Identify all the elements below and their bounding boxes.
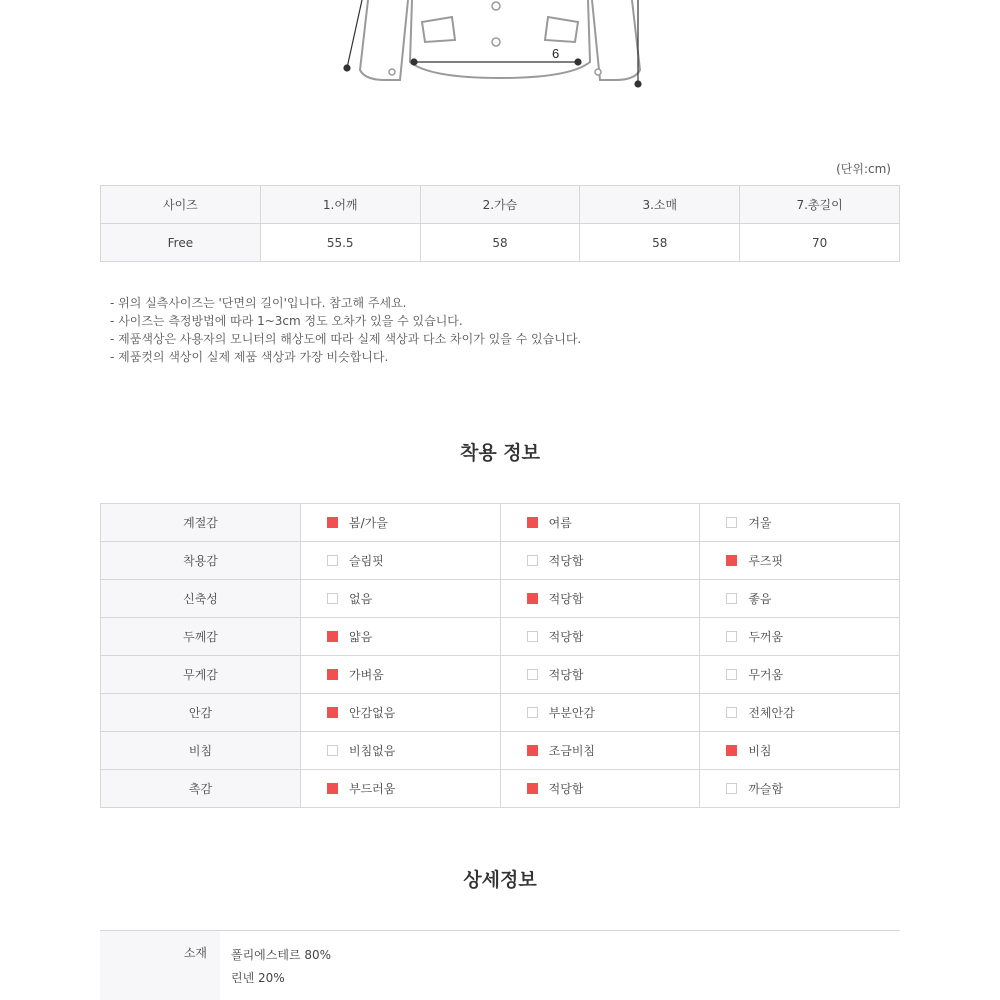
fit-option-label: 부드러움 [349, 782, 396, 796]
table-row [101, 224, 900, 262]
fit-option [500, 542, 700, 580]
unchecked-box-icon [726, 669, 737, 680]
fit-row [101, 732, 900, 770]
note-line: - 위의 실측사이즈는 '단면의 길이'입니다. 참고해 주세요. [110, 296, 407, 310]
unchecked-box-icon [327, 555, 338, 566]
checked-box-icon [327, 669, 338, 680]
fit-option-label: 적당함 [548, 782, 584, 796]
size-table [100, 185, 900, 262]
fit-option-label: 부분안감 [548, 706, 596, 720]
fit-option-label: 루즈핏 [748, 554, 784, 568]
fit-option-label: 얇음 [349, 630, 373, 644]
unchecked-box-icon [726, 783, 737, 794]
measure-label: 6 [552, 46, 560, 61]
fit-option [700, 542, 900, 580]
fit-row [101, 694, 900, 732]
checked-box-icon [527, 783, 538, 794]
fit-option-label: 적당함 [548, 630, 584, 644]
fit-option [301, 732, 501, 770]
fit-info-title: 착용 정보 [459, 442, 541, 464]
fit-row-label: 신축성 [101, 580, 301, 618]
fit-option-label: 무거움 [748, 668, 784, 682]
detail-info-table [100, 930, 900, 1000]
material-line: 린넨 20% [231, 971, 285, 985]
unchecked-box-icon [527, 555, 538, 566]
measure-cell: 58 [420, 224, 580, 262]
material-value [231, 944, 331, 990]
fit-row [101, 580, 900, 618]
fit-row-label: 무게감 [101, 656, 301, 694]
unchecked-box-icon [726, 631, 737, 642]
checked-box-icon [327, 783, 338, 794]
size-notes [110, 294, 581, 366]
fit-option [700, 732, 900, 770]
unchecked-box-icon [726, 517, 737, 528]
jacket-size-illustration [0, 0, 1000, 100]
unchecked-box-icon [327, 745, 338, 756]
fit-option [700, 770, 900, 808]
fit-option-label: 까슬함 [748, 782, 784, 796]
fit-option [500, 694, 700, 732]
unchecked-box-icon [726, 593, 737, 604]
header-cell: 1.어깨 [260, 186, 420, 224]
fit-row [101, 504, 900, 542]
fit-option [301, 656, 501, 694]
fit-option [500, 580, 700, 618]
fit-option [700, 580, 900, 618]
unchecked-box-icon [327, 593, 338, 604]
header-cell: 7.총길이 [740, 186, 900, 224]
unchecked-box-icon [527, 669, 538, 680]
note-line: - 제품컷의 색상이 실제 제품 색상과 가장 비슷합니다. [110, 350, 389, 364]
fit-option-label: 안감없음 [349, 706, 396, 720]
checked-box-icon [726, 745, 737, 756]
header-cell: 3.소매 [580, 186, 740, 224]
fit-option [301, 580, 501, 618]
unchecked-box-icon [527, 631, 538, 642]
checked-box-icon [527, 745, 538, 756]
measure-cell: 58 [580, 224, 740, 262]
note-line: - 사이즈는 측정방법에 따라 1~3cm 정도 오차가 있을 수 있습니다. [110, 314, 463, 328]
fit-row [101, 656, 900, 694]
measure-cell: 70 [740, 224, 900, 262]
fit-option-label: 여름 [548, 516, 572, 530]
fit-row-label: 촉감 [101, 770, 301, 808]
fit-row-label: 안감 [101, 694, 301, 732]
checked-box-icon [726, 555, 737, 566]
checked-box-icon [327, 631, 338, 642]
header-cell: 2.가슴 [420, 186, 580, 224]
fit-option [500, 618, 700, 656]
fit-option [500, 770, 700, 808]
fit-option [500, 656, 700, 694]
fit-option [301, 542, 501, 580]
fit-option [700, 694, 900, 732]
fit-option [500, 732, 700, 770]
fit-option-label: 봄/가을 [349, 516, 388, 530]
fit-option [301, 770, 501, 808]
fit-option [301, 694, 501, 732]
checked-box-icon [327, 707, 338, 718]
fit-option-label: 전체안감 [748, 706, 795, 720]
size-name-cell: Free [101, 224, 261, 262]
fit-option [500, 504, 700, 542]
fit-option-label: 적당함 [548, 668, 584, 682]
fit-option-label: 조금비침 [548, 744, 596, 758]
detail-info-title: 상세정보 [463, 869, 537, 891]
fit-row-label: 계절감 [101, 504, 301, 542]
fit-option-label: 두꺼움 [748, 630, 784, 644]
fit-row-label: 비침 [101, 732, 301, 770]
checked-box-icon [327, 517, 338, 528]
fit-info-table [100, 503, 900, 808]
note-line: - 제품색상은 사용자의 모니터의 해상도에 따라 실제 색상과 다소 차이가 있을 수 있습니다. [110, 332, 582, 346]
fit-option [700, 504, 900, 542]
unchecked-box-icon [726, 707, 737, 718]
fit-option-label: 겨울 [748, 516, 772, 530]
fit-row-label: 두께감 [101, 618, 301, 656]
fit-option-label: 좋음 [748, 592, 772, 606]
material-line: 폴리에스테르 80% [231, 948, 332, 962]
fit-option-label: 적당함 [548, 592, 584, 606]
fit-option [700, 618, 900, 656]
unit-label: (단위:cm) [836, 162, 891, 176]
fit-option-label: 슬림핏 [349, 554, 384, 568]
unchecked-box-icon [527, 707, 538, 718]
fit-row [101, 618, 900, 656]
fit-option-label: 비침 [748, 744, 772, 758]
fit-option-label: 비침없음 [349, 744, 396, 758]
measure-cell: 55.5 [260, 224, 420, 262]
fit-option [301, 504, 501, 542]
checked-box-icon [527, 517, 538, 528]
fit-option-label: 가벼움 [349, 668, 384, 682]
material-label: 소재 [100, 931, 220, 1000]
fit-row [101, 770, 900, 808]
fit-option-label: 없음 [349, 592, 373, 606]
fit-option [700, 656, 900, 694]
fit-row-label: 착용감 [101, 542, 301, 580]
checked-box-icon [527, 593, 538, 604]
fit-option-label: 적당함 [548, 554, 584, 568]
fit-row [101, 542, 900, 580]
fit-option [301, 618, 501, 656]
header-cell: 사이즈 [101, 186, 261, 224]
size-table-header [101, 186, 900, 224]
